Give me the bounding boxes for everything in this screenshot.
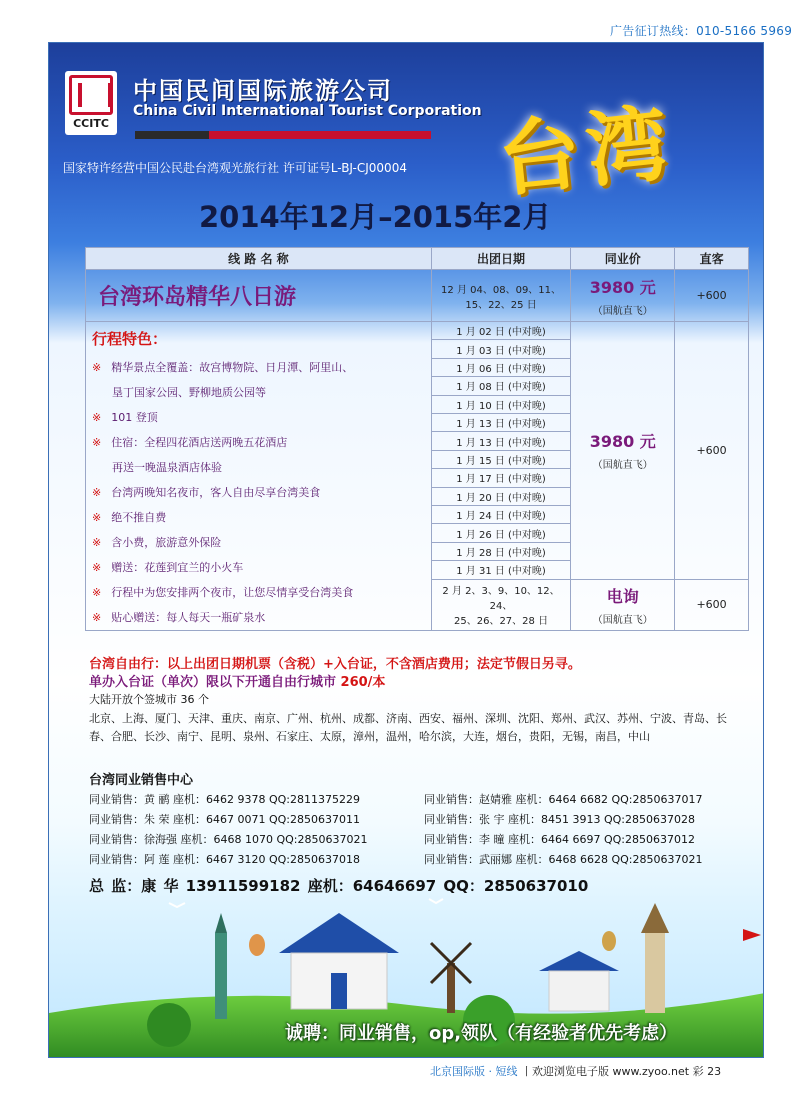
jan-date: 1 月 26 日 (中对晚): [431, 524, 571, 542]
feature-item: [92, 530, 425, 555]
jan-date: 1 月 03 日 (中对晚): [431, 340, 571, 358]
feature-item: [92, 405, 425, 430]
sales-contact: 同业销售：张 宇 座机：8451 3913 QQ:2850637028: [424, 813, 695, 826]
taipei-101-spire-icon: [215, 913, 227, 933]
cities-list: 北京、上海、厦门、天津、重庆、南京、广州、杭州、成都、济南、西安、福州、深圳、沈阳、郑州、武汉、苏州、宁波、青岛、长春、合肥、长沙、南宁、昆明、泉州、石家庄、太原，漳州，温州，哈尔滨，大连，烟台，贵阳，无锡，南昌，中山: [89, 712, 727, 743]
feature-text: 赠送：花莲到宜兰的小火车: [111, 561, 244, 574]
feb-dates: [431, 579, 571, 630]
jan-direct: +600: [675, 322, 749, 580]
table-row: [86, 322, 749, 340]
sales-contact: 同业销售：李 曈 座机：6464 6697 QQ:2850637012: [424, 833, 695, 846]
feature-item: [92, 605, 425, 630]
schedule-table: [85, 247, 749, 631]
feb-dates-line2: 25、26、27、28 日: [454, 616, 549, 628]
jan-date: 1 月 13 日 (中对晚): [431, 432, 571, 450]
jan-price-value: 3980 元: [589, 432, 656, 452]
footer-site: 丨欢迎浏览电子版 www.zyoo.net: [521, 1065, 690, 1078]
free-travel-line: 台湾自由行：以上出团日期机票（含税）+入台证，不含酒店费用；法定节假日另寻。: [89, 657, 581, 672]
sales-contact: 同业销售：武丽娜 座机：6468 6628 QQ:2850637021: [424, 853, 703, 866]
visa-price: 260/本: [340, 675, 386, 690]
company-name-cn: 中国民间国际旅游公司: [133, 77, 393, 105]
feature-mark: ※: [92, 511, 102, 524]
headline-taiwan: 台湾: [493, 94, 679, 209]
sales-center-title: 台湾同业销售中心: [89, 773, 194, 788]
dec-dates: [431, 270, 571, 322]
page-footer: [430, 1063, 721, 1079]
feature-text: 垦丁国家公园、野柳地质公园等: [112, 386, 266, 399]
feature-item: [92, 555, 425, 580]
logo-abbr: CCITC: [73, 117, 109, 130]
jan-date: 1 月 13 日 (中对晚): [431, 414, 571, 432]
feature-item: [92, 505, 425, 530]
license-line: 国家特许经营中国公民赴台湾观光旅行社 许可证号L-BJ-CJ00004: [63, 161, 407, 175]
feb-dates-line1: 2 月 2、3、9、10、12、24、: [442, 586, 560, 613]
dec-price: [571, 270, 675, 322]
table-header-row: [86, 248, 749, 270]
sales-contacts: [89, 791, 749, 867]
director-contact: 总 监：康 华 13911599182 座机：64646697 QQ：2850637010: [89, 877, 589, 895]
jan-date: 1 月 10 日 (中对晚): [431, 395, 571, 413]
seagull-icon: [169, 903, 185, 907]
feature-item: [92, 380, 425, 405]
logo-underline: [135, 131, 431, 139]
feature-text: 台湾两晚知名夜市，客人自由尽享台湾美食: [111, 486, 321, 499]
features-list: [92, 355, 425, 630]
col-header-dates: 出团日期: [431, 248, 571, 270]
features-cell: [86, 322, 432, 631]
feature-mark: ※: [92, 411, 102, 424]
taipei-101-icon: [215, 933, 227, 1019]
feature-text: 含小费，旅游意外保险: [111, 536, 222, 549]
jan-date: 1 月 06 日 (中对晚): [431, 358, 571, 376]
seagull-icon: [429, 899, 443, 903]
feature-mark: ※: [92, 586, 102, 599]
sales-contact: 同业销售：朱 荣 座机：6467 0071 QQ:2850637011: [89, 813, 360, 826]
feb-direct: +600: [675, 579, 749, 630]
feature-text: 行程中为您安排两个夜市，让您尽情享受台湾美食: [111, 586, 354, 599]
route-name: 台湾环岛精华八日游: [86, 270, 432, 322]
hot-air-balloon-icon: [602, 931, 616, 951]
jan-date: 1 月 31 日 (中对晚): [431, 561, 571, 579]
sales-contact: 同业销售：徐海强 座机：6468 1070 QQ:2850637021: [89, 833, 368, 846]
memorial-hall-roof-icon: [279, 913, 399, 953]
col-header-direct: 直客: [675, 248, 749, 270]
sales-contact: 同业销售：阿 莲 座机：6467 3120 QQ:2850637018: [89, 853, 360, 866]
feb-price: [571, 579, 675, 630]
ad-frame: [48, 42, 764, 1058]
feb-price-note: （国航直飞）: [592, 614, 653, 626]
gate-icon: [549, 971, 609, 1011]
footer-section: 北京国际版 · 短线: [430, 1065, 518, 1078]
feature-item: [92, 430, 425, 455]
feature-item: [92, 580, 425, 605]
gate-roof-icon: [539, 951, 619, 971]
visa-line: [89, 671, 385, 690]
feature-mark: ※: [92, 361, 102, 374]
feature-mark: ※: [92, 486, 102, 499]
dec-dates-line1: 12 月 04、08、09、11、: [441, 284, 562, 296]
company-logo: [65, 71, 117, 135]
features-title: 行程特色：: [92, 330, 168, 348]
windmill-icon: [431, 943, 471, 1013]
jan-price-note: （国航直飞）: [592, 460, 653, 472]
feature-mark: ※: [92, 536, 102, 549]
feature-mark: ※: [92, 436, 102, 449]
feature-mark: ※: [92, 611, 102, 624]
cities-count: 大陆开放个签城市 36 个: [89, 693, 209, 706]
logo-seal-icon: [69, 75, 113, 115]
feature-text: 101 登顶: [111, 411, 158, 424]
feature-text: 再送一晚温泉酒店体验: [112, 461, 222, 474]
sales-contact: 同业销售：黄 鹂 座机：6462 9378 QQ:2811375229: [89, 793, 360, 806]
feature-text: 贴心赠送：每人每天一瓶矿泉水: [111, 611, 266, 624]
dec-dates-line2: 15、22、25 日: [465, 299, 537, 311]
feature-text: 绝不推自费: [111, 511, 167, 524]
company-name-en: China Civil International Tourist Corporation: [133, 103, 482, 119]
table-row: [86, 270, 749, 322]
memorial-hall-door: [331, 973, 347, 1009]
col-header-route: 线 路 名 称: [86, 248, 432, 270]
flag-icon: [743, 929, 761, 941]
sales-contact: 同业销售：赵婧雅 座机：6464 6682 QQ:2850637017: [424, 793, 703, 806]
jan-date: 1 月 17 日 (中对晚): [431, 469, 571, 487]
ad-hotline: 广告征订热线：010-5166 5969: [610, 24, 793, 38]
visa-text: 单办入台证（单次）限以下开通自由行城市: [89, 675, 341, 690]
feature-item: [92, 455, 425, 480]
footer-page: 彩 23: [692, 1065, 722, 1078]
tree-icon: [147, 1003, 191, 1047]
jan-date: 1 月 24 日 (中对晚): [431, 506, 571, 524]
dec-price-note: （国航直飞）: [592, 305, 653, 317]
jan-price: [571, 322, 675, 580]
feature-text: 精华景点全覆盖：故宫博物院、日月潭、阿里山、: [111, 361, 354, 374]
jan-date: 1 月 02 日 (中对晚): [431, 322, 571, 340]
hot-air-balloon-icon: [249, 934, 265, 956]
dec-price-value: 3980 元: [589, 277, 656, 297]
jan-date: 1 月 28 日 (中对晚): [431, 542, 571, 560]
feature-mark: ※: [92, 561, 102, 574]
col-header-price: 同业价: [571, 248, 675, 270]
date-range: 2014年12月–2015年2月: [199, 200, 552, 234]
recruitment-banner: 诚聘：同业销售，op,领队（有经验者优先考虑）: [285, 1023, 678, 1044]
dec-direct: +600: [675, 270, 749, 322]
jan-date: 1 月 15 日 (中对晚): [431, 450, 571, 468]
jan-date: 1 月 20 日 (中对晚): [431, 487, 571, 505]
feature-text: 住宿：全程四花酒店送两晚五花酒店: [111, 436, 288, 449]
pagoda-icon: [641, 903, 669, 1013]
feature-item: [92, 355, 425, 380]
jan-date: 1 月 08 日 (中对晚): [431, 377, 571, 395]
feb-price-value: 电询: [606, 586, 639, 606]
feature-item: [92, 480, 425, 505]
